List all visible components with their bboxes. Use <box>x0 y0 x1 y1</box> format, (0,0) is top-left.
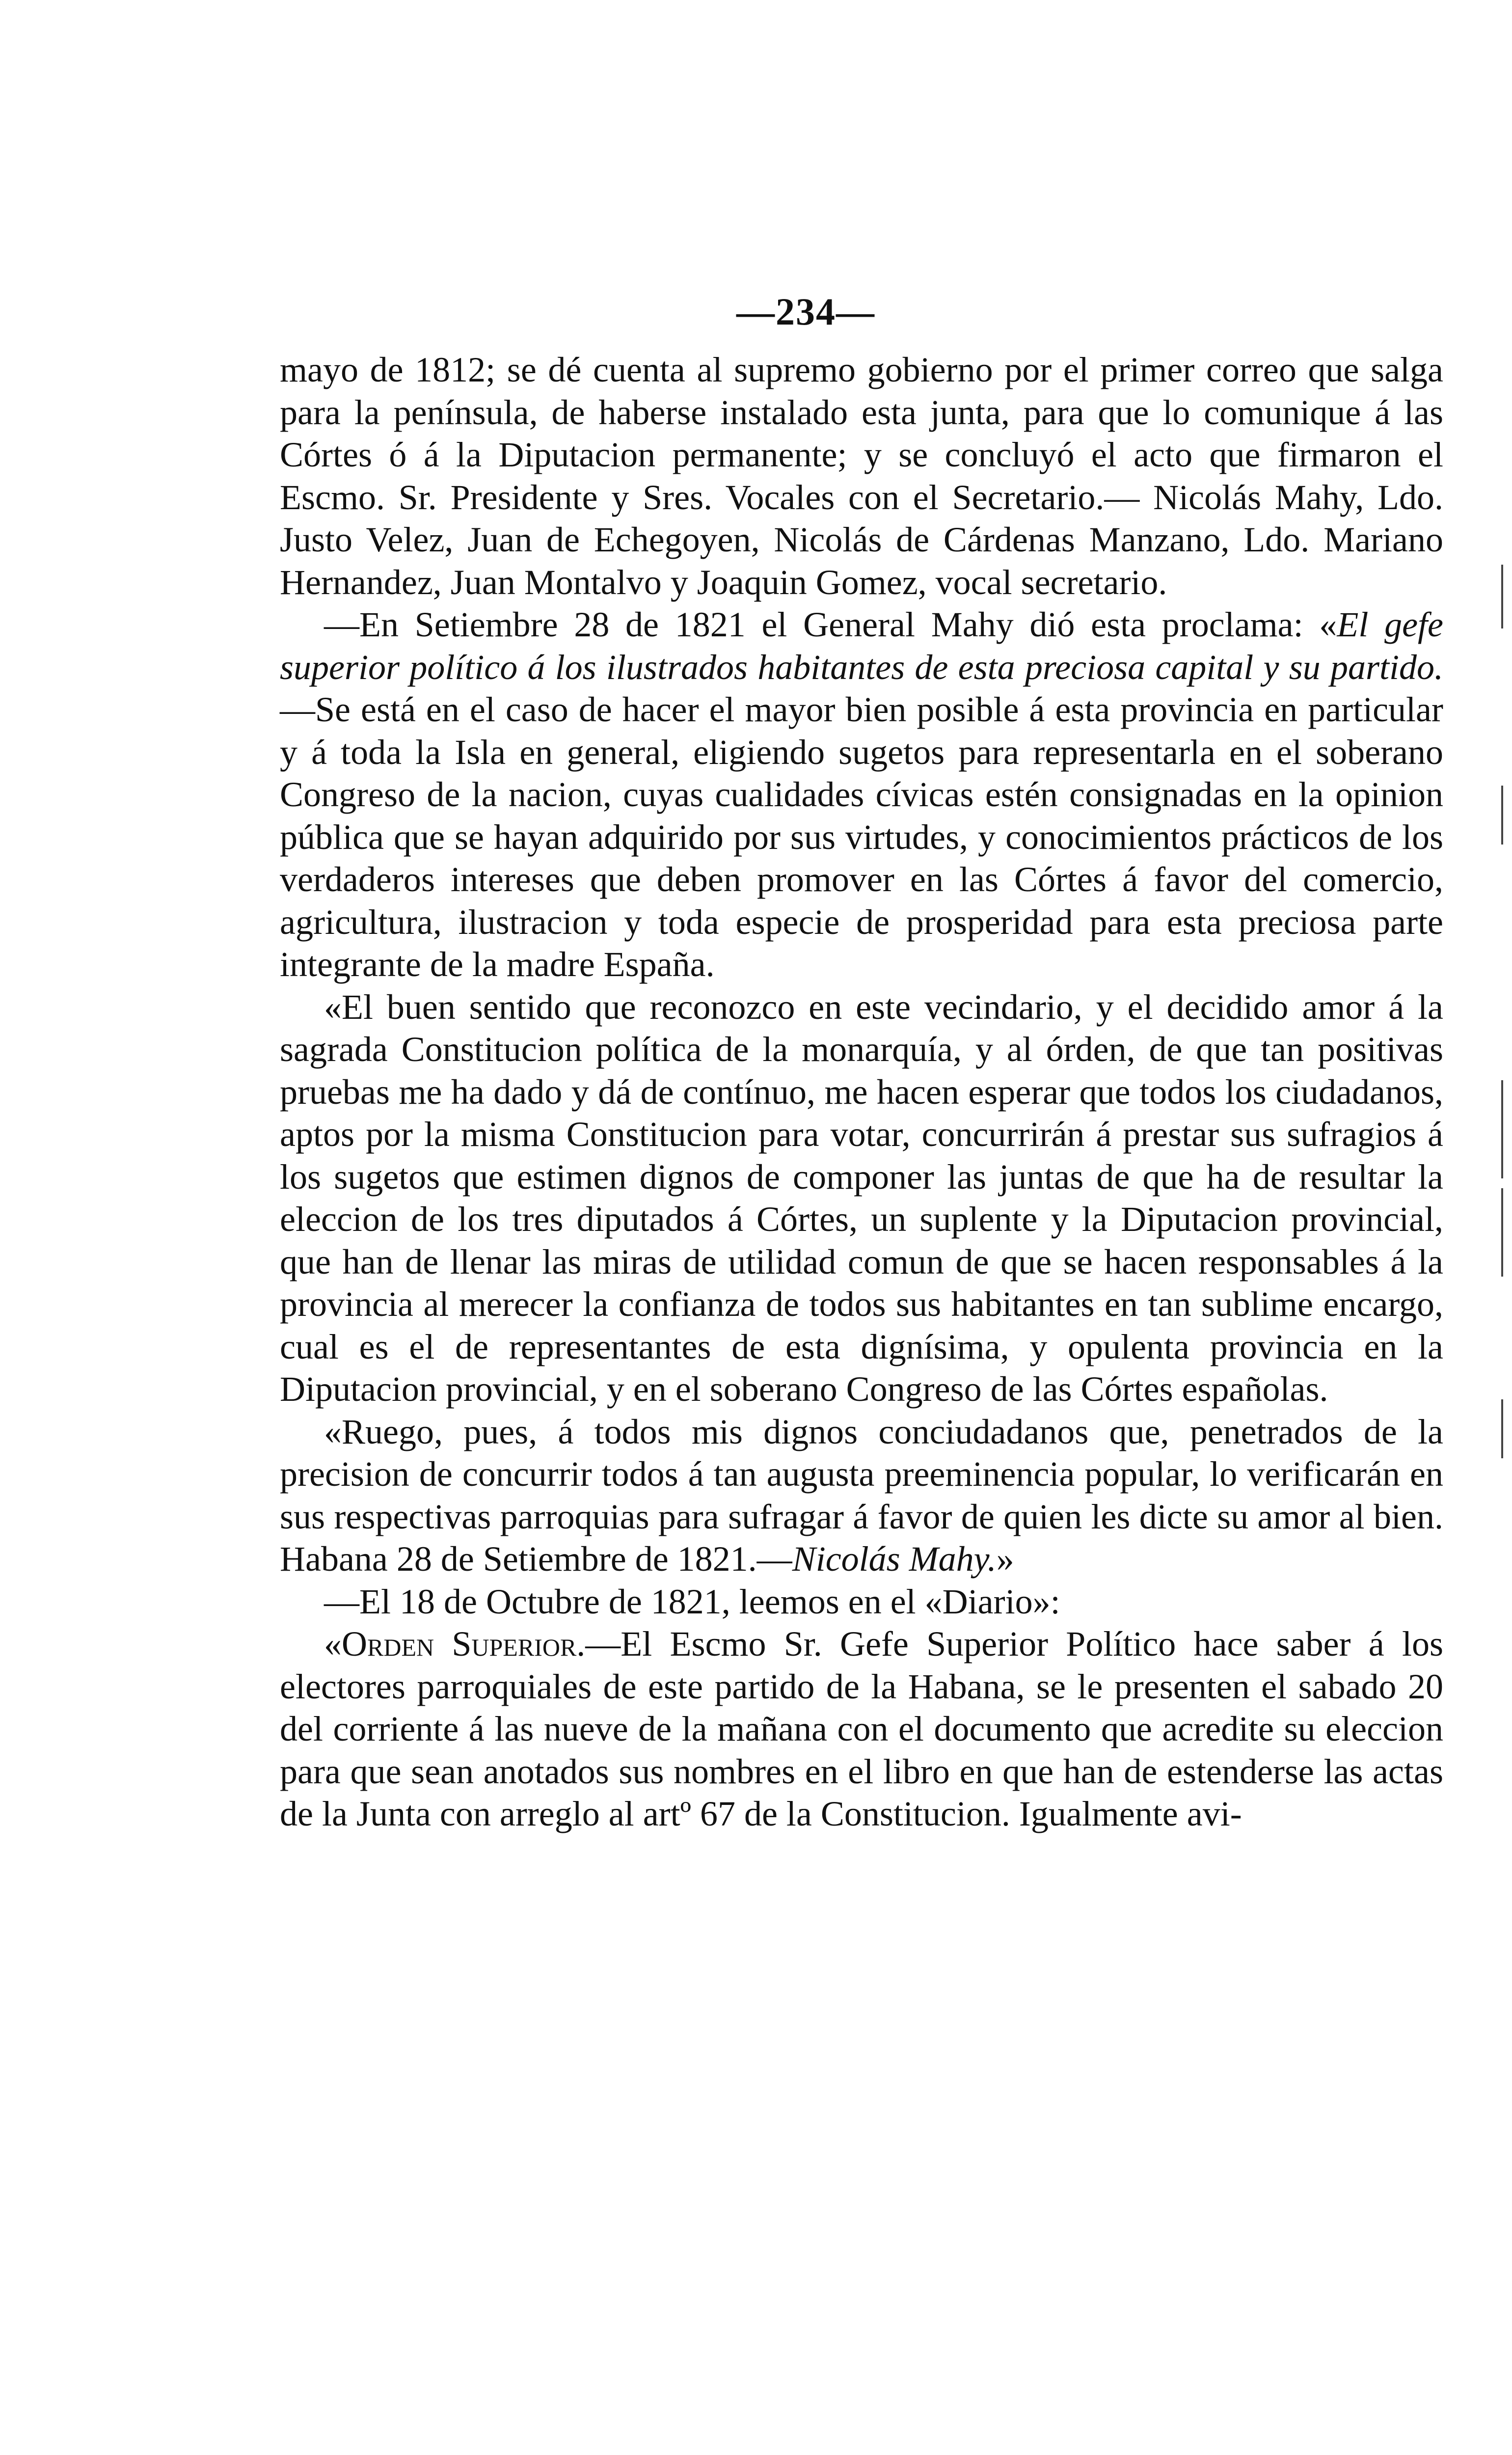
order-heading: Orden Superior. <box>342 1624 586 1664</box>
paragraph-5 <box>280 1581 1443 1623</box>
paragraph-text: «El buen sentido que reconozco en este vecindario, y el decidido amor á la sagrada Constitucion política de la monarquía, y al órden, de que tan positivas pruebas me ha dado y dá de contínuo, me hacen esperar que todos los ciudadanos, aptos por la misma Constitucion para votar, concurrirán á prestar sus sufragios á los sugetos que estimen dignos de componer las juntas de que ha de resultar la eleccion de los tres diputados á Córtes, un suplente y la Diputacion provincial, que han de llenar las miras de utilidad comun de que se hacen responsables á la provincia al merecer la confianza de todos sus habitantes en tan sublime encargo, cual es el de representantes de esta dignísima, y opulenta provincia en la Diputacion provincial, y en el soberano Congreso de las Córtes españolas. <box>280 987 1443 1409</box>
paragraph-lead: « <box>324 1624 342 1664</box>
paragraph-lead: —En Setiembre 28 de 1821 el General Mahy dió esta proclama: « <box>324 605 1337 644</box>
proclamation-heading: El gefe superior político á los ilustrados habitantes de esta preciosa capital y su partido. <box>280 605 1443 687</box>
margin-rule-mark <box>1501 1188 1503 1277</box>
paragraph-text: «Ruego, pues, á todos mis dignos conciudadanos que, penetrados de la precision de concurrir todos á tan augusta preeminencia popular, lo verificarán en sus respectivas parroquias para sufragar á favor de quien les dicte su amor al bien. Habana 28 de Setiembre de 1821.— <box>280 1412 1443 1579</box>
signature: Nicolás Mahy. <box>792 1539 997 1579</box>
paragraph-3 <box>280 986 1443 1411</box>
margin-rule-mark <box>1501 1399 1503 1458</box>
paragraph-text: —El 18 de Octubre de 1821, leemos en el «Diario»: <box>324 1582 1060 1621</box>
paragraph-1 <box>280 349 1443 603</box>
paragraph-6 <box>280 1623 1443 1835</box>
paragraph-text: mayo de 1812; se dé cuenta al supremo gobierno por el primer correo que salga para la península, de haberse instalado esta junta, para que lo comunique á las Córtes ó á la Diputacion permanente; y se concluyó el acto que firmaron el Escmo. Sr. Presidente y Sres. Vocales con el Secretario.— Nicolás Mahy, Ldo. Justo Velez, Juan de Echegoyen, Nicolás de Cárdenas Manzano, Ldo. Mariano Hernandez, Juan Montalvo y Joaquin Gomez, vocal secretario. <box>280 350 1443 602</box>
paragraph-text: —Se está en el caso de hacer el mayor bien posible á esta provincia en particular y á toda la Isla en general, eligiendo sugetos para representarla en el soberano Congreso de la nacion, cuyas cualidades cívicas estén consignadas en la opinion pública que se hayan adquirido por sus virtudes, y conocimientos prácticos de los verdaderos intereses que deben promover en las Córtes á favor del comercio, agricultura, ilustracion y toda especie de prosperidad para esta preciosa parte integrante de la madre España. <box>280 690 1443 984</box>
margin-rule-mark <box>1501 565 1503 628</box>
page-number: —234— <box>736 290 875 333</box>
margin-rule-mark <box>1501 786 1503 845</box>
paragraph-4 <box>280 1411 1443 1581</box>
paragraph-tail: » <box>996 1539 1014 1579</box>
paragraph-text: —El Escmo Sr. Gefe Superior Político hace saber á los electores parroquiales de este partido de la Habana, se le presenten el sabado 20 del corriente á las nueve de la mañana con el documento que acredite su eleccion para que sean anotados sus nombres en el libro en que han de estenderse las actas de la Junta con arreglo al artº 67 de la Constitucion. Igualmente avi- <box>280 1624 1443 1833</box>
margin-rule-mark <box>1501 1080 1503 1178</box>
body-text <box>280 349 1443 1835</box>
paragraph-2 <box>280 603 1443 986</box>
